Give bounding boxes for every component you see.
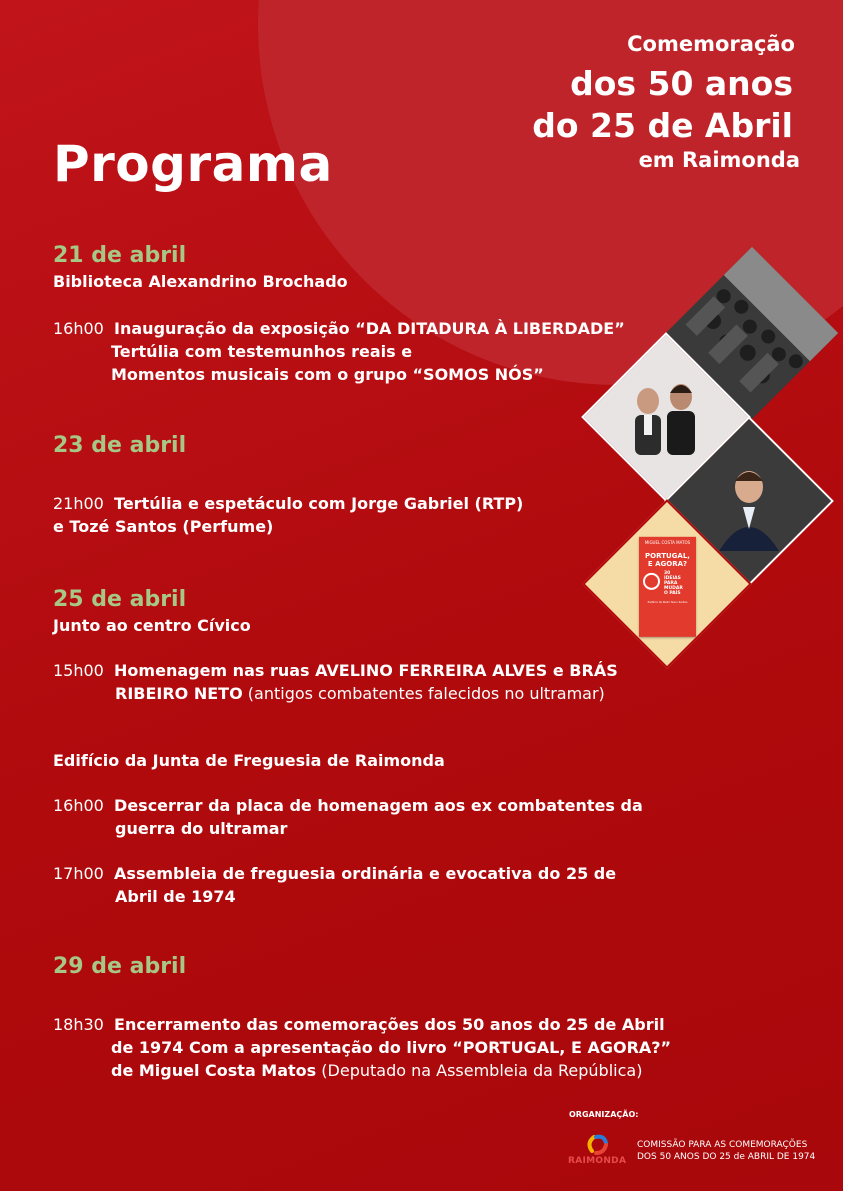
program-item	[53, 1013, 671, 1082]
book-cover	[639, 537, 696, 637]
program-item	[53, 862, 616, 908]
date-heading: 21 de abril	[53, 243, 187, 268]
book-sub: IDEIAS	[664, 575, 681, 581]
venue-label: Biblioteca Alexandrino Brochado	[53, 272, 348, 291]
program-item	[53, 794, 643, 840]
book-sub: MUDAR	[664, 585, 683, 591]
item-line: Momentos musicais com o grupo “SOMOS NÓS”	[111, 365, 544, 384]
header-line-4: em Raimonda	[638, 148, 800, 172]
time-label: 16h00	[53, 319, 104, 338]
book-preface: Prefácio de Pedro Nuno Santos	[647, 600, 688, 604]
item-line: Inauguração da exposição “DA DITADURA À LIBERDADE”	[114, 319, 625, 338]
header-line-3: do 25 de Abril	[532, 106, 793, 145]
time-label: 18h30	[53, 1015, 104, 1034]
item-line: Abril de 1974	[115, 887, 236, 906]
time-label: 21h00	[53, 494, 104, 513]
book-author: MIGUEL COSTA MATOS	[644, 539, 691, 545]
page-title: Programa	[53, 135, 333, 193]
organization-line: DOS 50 ANOS DO 25 de ABRIL DE 1974	[637, 1152, 816, 1162]
item-line: Tertúlia com testemunhos reais e	[111, 342, 413, 361]
item-line: Homenagem nas ruas AVELINO FERREIRA ALVES e BRÁS	[114, 661, 618, 680]
time-label: 16h00	[53, 796, 104, 815]
item-line: Encerramento das comemorações dos 50 anos do 25 de Abril	[114, 1015, 665, 1034]
book-sub: 30	[664, 570, 671, 576]
venue-label: Edifício da Junta de Freguesia de Raimonda	[53, 751, 445, 770]
header-line-1: Comemoração	[627, 32, 795, 56]
item-line: Assembleia de freguesia ordinária e evocativa do 25 de	[114, 864, 617, 883]
header-line-2: dos 50 anos	[570, 64, 793, 103]
program-item	[53, 659, 618, 705]
clock-icon	[643, 573, 660, 590]
date-heading: 29 de abril	[53, 954, 187, 979]
organization-label: ORGANIZAÇÃO:	[569, 1110, 639, 1119]
item-line: guerra do ultramar	[115, 819, 288, 838]
logo-wordmark: RAIMONDA	[568, 1156, 627, 1166]
program-item	[53, 317, 625, 386]
date-heading: 23 de abril	[53, 433, 187, 458]
time-label: 17h00	[53, 864, 104, 883]
item-note: (antigos combatentes falecidos no ultramar)	[247, 684, 605, 703]
program-item	[53, 492, 523, 538]
item-line: de Miguel Costa Matos	[111, 1061, 317, 1080]
item-line: Descerrar da placa de homenagem aos ex combatentes da	[114, 796, 643, 815]
book-sub: PARA	[664, 580, 678, 586]
organization-line: COMISSÃO PARA AS COMEMORAÇÕES	[637, 1140, 808, 1150]
book-title-1: PORTUGAL,	[645, 551, 690, 560]
item-line: de 1974 Com a apresentação do livro “PORTUGAL, E AGORA?”	[111, 1038, 672, 1057]
book-sub: O PAÍS	[664, 590, 681, 596]
item-line: Tertúlia e espetáculo com Jorge Gabriel (RTP)	[114, 494, 524, 513]
raimonda-logo	[568, 1131, 627, 1171]
time-label: 15h00	[53, 661, 104, 680]
item-line: RIBEIRO NETO	[115, 684, 243, 703]
raimonda-logo-icon	[568, 1131, 624, 1157]
book-title-2: E AGORA?	[647, 559, 688, 568]
organization-name	[637, 1139, 815, 1163]
venue-label: Junto ao centro Cívico	[53, 616, 251, 635]
date-heading: 25 de abril	[53, 587, 187, 612]
item-note: (Deputado na Assembleia da República)	[321, 1061, 643, 1080]
item-line: e Tozé Santos (Perfume)	[53, 517, 274, 536]
